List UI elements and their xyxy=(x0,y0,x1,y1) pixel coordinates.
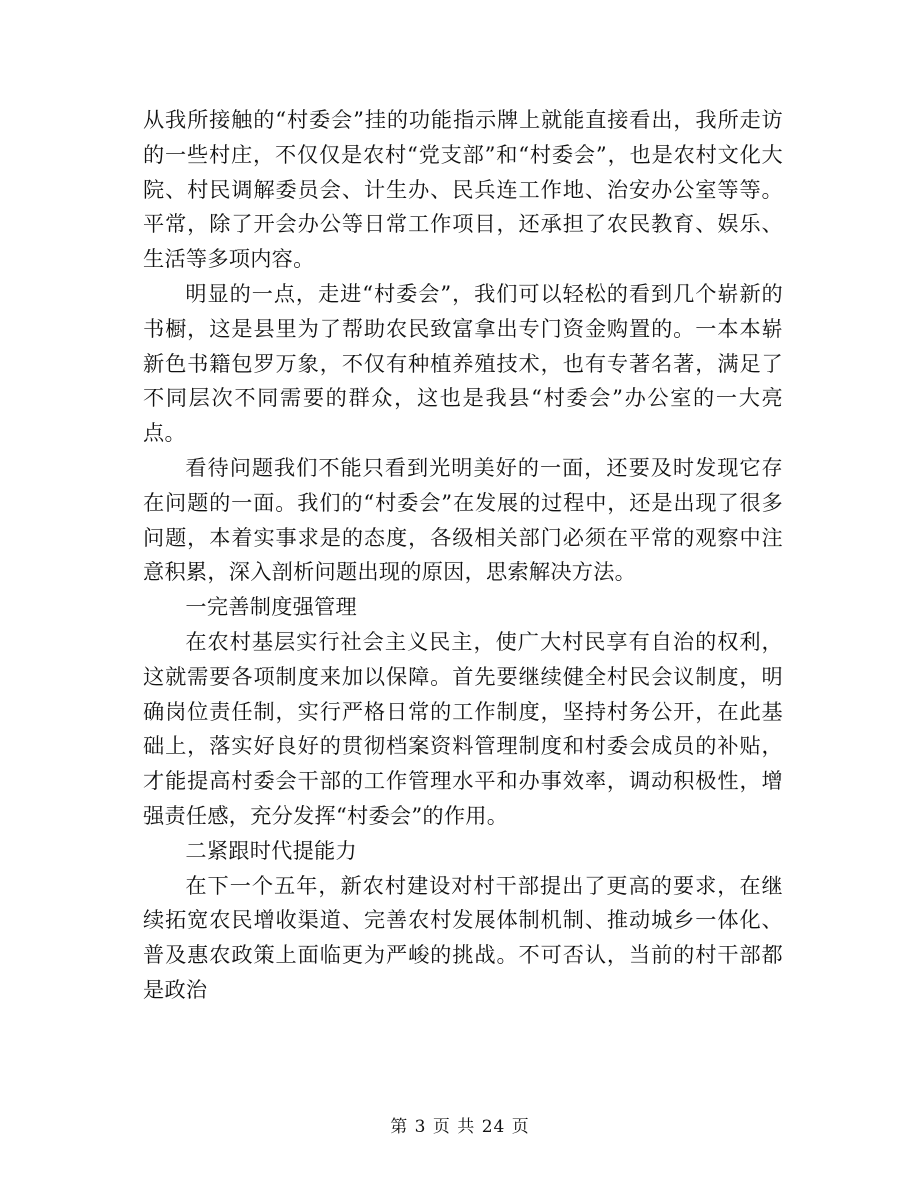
paragraph-2: 明显的一点，走进“村委会”，我们可以轻松的看到几个崭新的书橱，这是县里为了帮助农民致富拿出专门资金购置的。一本本崭新色书籍包罗万象，不仅有种植养殖技术，也有专著名著，满足了不同层次不同需要的群众，这也是我县“村委会”办公室的一大亮点。 xyxy=(143,280,783,446)
document-body xyxy=(143,103,783,1008)
paragraph-4: 在农村基层实行社会主义民主，使广大村民享有自治的权利，这就需要各项制度来加以保障。首先要继续健全村民会议制度，明确岗位责任制，实行严格日常的工作制度，坚持村务公开，在此基础上，落实好良好的贯彻档案资料管理制度和村委会成员的补贴，才能提高村委会干部的工作管理水平和办事效率，调动积极性，增强责任感，充分发挥“村委会”的作用。 xyxy=(143,628,783,828)
paragraph-3: 看待问题我们不能只看到光明美好的一面，还要及时发现它存在问题的一面。我们的“村委会”在发展的过程中，还是出现了很多问题，本着实事求是的态度，各级相关部门必须在平常的观察中注意积累，深入剖析问题出现的原因，思索解决方法。 xyxy=(143,454,783,585)
paragraph-5: 在下一个五年，新农村建设对村干部提出了更高的要求，在继续拓宽农民增收渠道、完善农村发展体制机制、推动城乡一体化、普及惠农政策上面临更为严峻的挑战。不可否认，当前的村干部都是政治 xyxy=(143,872,783,1002)
paragraph-1: 从我所接触的“村委会”挂的功能指示牌上就能直接看出，我所走访的一些村庄，不仅仅是农村“党支部”和“村委会”，也是农村文化大院、村民调解委员会、计生办、民兵连工作地、治安办公室等等。平常，除了开会办公等日常工作项目，还承担了农民教育、娱乐、生活等多项内容。 xyxy=(143,107,783,272)
section-heading-1: 一完善制度强管理 xyxy=(185,594,357,620)
page-footer: 第 3 页 共 24 页 xyxy=(390,1117,530,1137)
section-heading-2: 二紧跟时代提能力 xyxy=(185,837,357,863)
